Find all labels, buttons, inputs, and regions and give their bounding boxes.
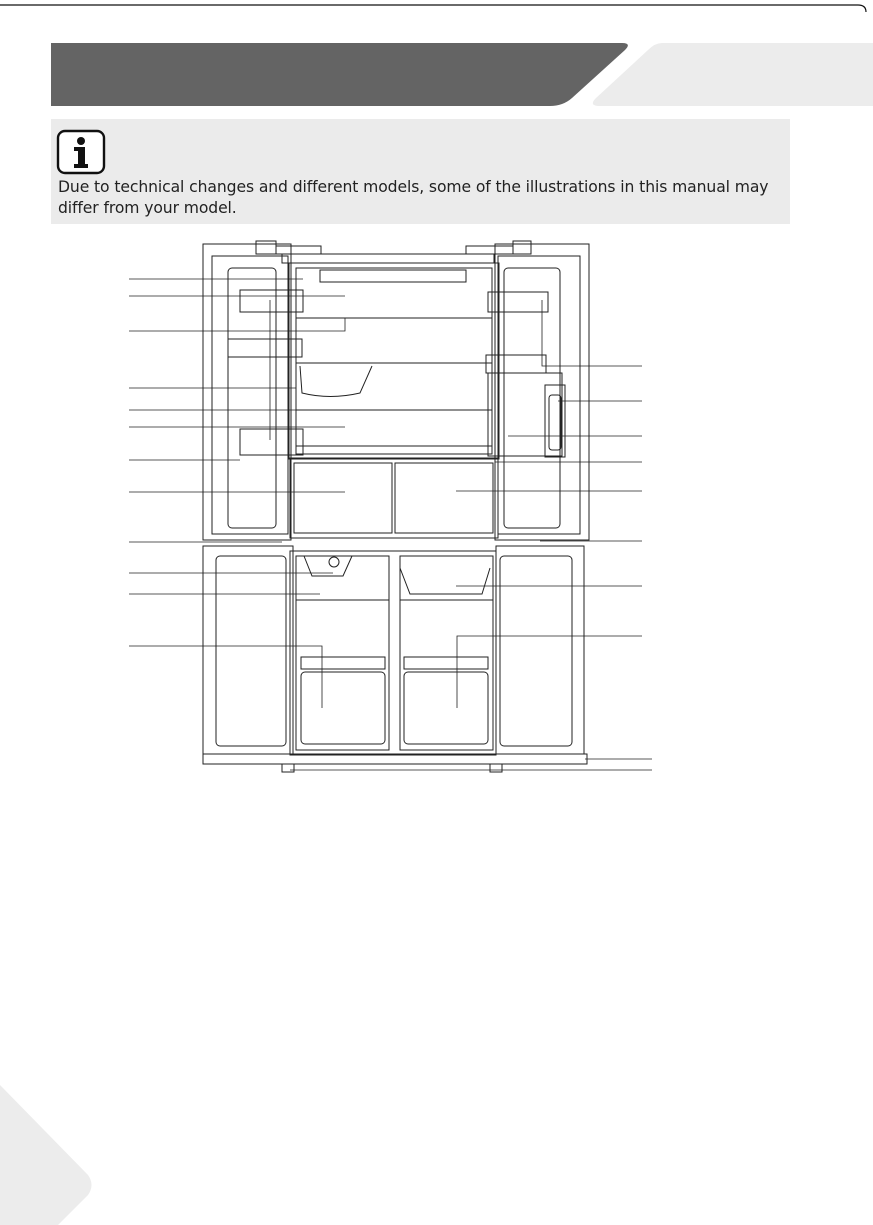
left-callout-lines	[129, 279, 345, 708]
refrigerator-diagram	[0, 238, 873, 778]
egg-tray	[300, 366, 372, 397]
upper-left-door	[203, 244, 303, 540]
info-icon	[56, 129, 106, 175]
section-banner	[0, 40, 873, 110]
freezer-compartment	[203, 546, 587, 772]
page-corner-tab	[0, 1085, 95, 1225]
notice-text: Due to technical changes and different models, some of the illustrations in this manual may differ from your model.	[58, 178, 769, 217]
top-hinges	[256, 241, 531, 263]
upper-right-door	[486, 244, 589, 540]
notice-box	[51, 119, 790, 224]
top-rule	[0, 0, 873, 14]
freezer-basket	[400, 568, 490, 594]
right-callout-lines	[290, 300, 652, 770]
banner-dark-tab	[51, 43, 628, 106]
fridge-compartment	[289, 263, 499, 538]
banner-light-tab	[593, 43, 873, 106]
